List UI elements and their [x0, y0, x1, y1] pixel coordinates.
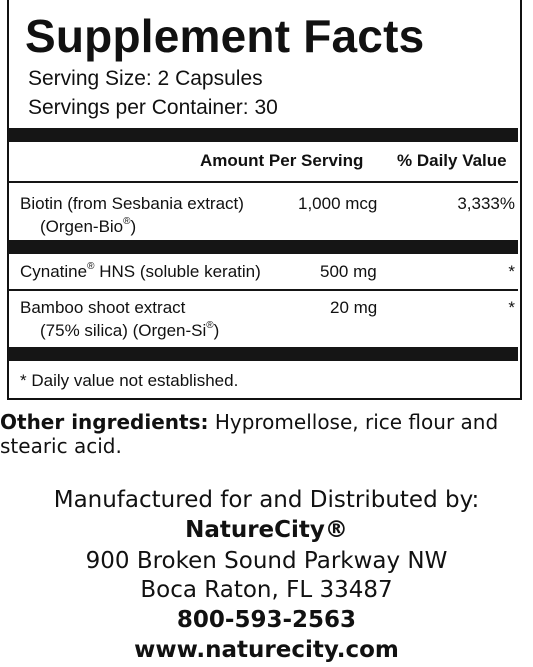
serving-size: Serving Size: 2 Capsules: [28, 67, 263, 90]
manufacturer-name: NatureCity®: [185, 517, 348, 543]
thick-divider: [8, 240, 518, 254]
manufacturer-address-line2: Boca Raton, FL 33487: [140, 577, 393, 603]
other-ingredients-text-continued: stearic acid.: [0, 434, 122, 458]
header-daily-value: % Daily Value: [397, 151, 507, 170]
ingredient-name: Bamboo shoot extract: [20, 298, 186, 317]
ingredient-subtext: (75% silica) (Orgen-Si®): [40, 320, 220, 340]
other-ingredients-text: Hypromellose, rice flour and: [208, 410, 499, 434]
other-ingredients: [0, 410, 498, 434]
footnote: * Daily value not established.: [20, 371, 239, 390]
facts-title: Supplement Facts: [25, 10, 425, 62]
divider: [8, 181, 518, 183]
thick-divider: [8, 128, 518, 142]
header-amount-per-serving: Amount Per Serving: [200, 151, 364, 170]
ingredient-amount: 500 mg: [320, 262, 377, 281]
servings-per-container: Servings per Container: 30: [28, 96, 278, 119]
ingredient-name: Biotin (from Sesbania extract): [20, 194, 244, 213]
ingredient-dv: 3,333%: [457, 194, 515, 213]
manufacturer-website: www.naturecity.com: [134, 637, 399, 663]
thick-divider: [8, 347, 518, 361]
ingredient-subtext: (Orgen-Bio®): [40, 216, 137, 236]
manufacturer-intro: Manufactured for and Distributed by:: [53, 487, 480, 513]
other-ingredients-label: Other ingredients:: [0, 410, 209, 434]
ingredient-amount: 20 mg: [330, 298, 378, 317]
ingredient-dv: *: [508, 298, 515, 317]
manufacturer-phone: 800-593-2563: [176, 607, 357, 633]
divider: [8, 289, 518, 291]
ingredient-dv: *: [508, 262, 515, 281]
ingredient-name: Cynatine® HNS (soluble keratin): [20, 261, 261, 281]
manufacturer-address-line1: 900 Broken Sound Parkway NW: [85, 548, 448, 574]
ingredient-amount: 1,000 mcg: [298, 194, 378, 213]
